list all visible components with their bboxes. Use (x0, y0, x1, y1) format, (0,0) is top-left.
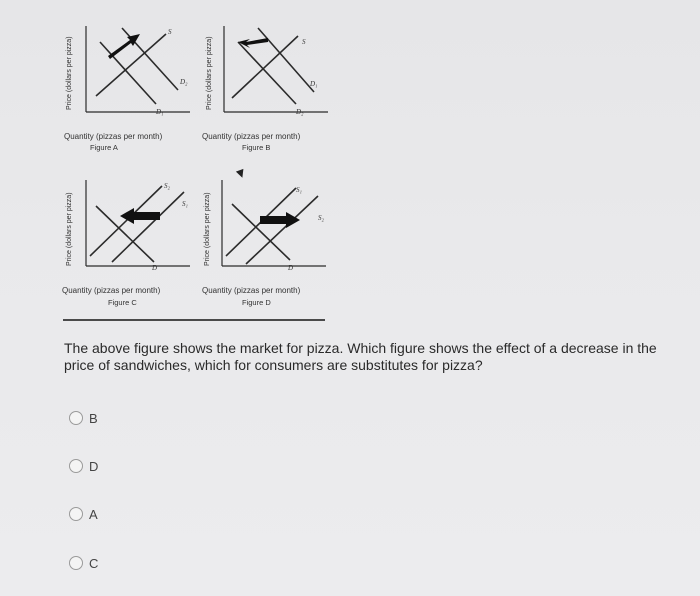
y-axis-label: Price (dollars per pizza) (206, 36, 213, 110)
radio-button[interactable] (69, 411, 83, 425)
option-label: C (89, 555, 99, 571)
option-a[interactable] (69, 505, 98, 523)
supply-label-2: S₂ (164, 182, 170, 190)
question-text: The above figure shows the market for pizza. Which figure shows the effect of a decrease in the price of sandwiches, which for consumers are substitutes for pizza? (64, 340, 657, 373)
supply-curve-2 (90, 186, 162, 256)
option-c[interactable] (69, 554, 98, 572)
demand-label-1: D₁ (310, 80, 318, 88)
figure-d (196, 176, 336, 307)
x-axis-label: Quantity (pizzas per month) (202, 132, 301, 141)
radio-button[interactable] (69, 556, 83, 570)
x-axis-label: Quantity (pizzas per month) (62, 286, 161, 295)
shift-arrow (260, 212, 300, 228)
demand-label-1: D₁ (156, 108, 164, 116)
option-b[interactable] (69, 409, 98, 427)
figure-b-graph (198, 22, 338, 132)
figure-a-graph (60, 22, 200, 132)
option-label: D (89, 458, 99, 474)
option-label: A (89, 506, 98, 522)
divider (63, 319, 325, 321)
y-axis-label: Price (dollars per pizza) (204, 192, 211, 266)
demand-label: D (152, 264, 158, 272)
supply-label: S (302, 38, 306, 46)
figure-c (60, 176, 200, 307)
supply-curve-1 (112, 192, 184, 262)
demand-label: D (288, 264, 294, 272)
supply-label-2: S₂ (318, 214, 324, 222)
demand-curve-1 (258, 28, 314, 92)
y-axis-label: Price (dollars per pizza) (66, 192, 73, 266)
demand-curve (232, 204, 290, 260)
radio-button[interactable] (69, 507, 83, 521)
figure-d-graph (196, 176, 336, 286)
figure-caption: Figure B (242, 143, 271, 152)
figure-caption: Figure A (90, 143, 118, 152)
radio-button[interactable] (69, 459, 83, 473)
option-label: B (89, 410, 98, 426)
figure-caption: Figure C (108, 298, 137, 307)
supply-label-1: S₁ (296, 186, 302, 194)
figure-b (198, 22, 338, 152)
figure-caption: Figure D (242, 298, 271, 307)
demand-label-2: D₂ (180, 78, 188, 86)
supply-label: S (168, 28, 172, 36)
demand-label-2: D₂ (296, 108, 304, 116)
y-axis-label: Price (dollars per pizza) (66, 36, 73, 110)
x-axis-label: Quantity (pizzas per month) (202, 286, 301, 295)
demand-curve-2 (238, 42, 296, 104)
supply-label-1: S₁ (182, 200, 188, 208)
x-axis-label: Quantity (pizzas per month) (64, 132, 163, 141)
figure-c-graph (60, 176, 200, 286)
figure-a (60, 22, 200, 152)
supply-curve-2 (246, 196, 318, 264)
shift-arrow (108, 34, 140, 59)
option-d[interactable] (69, 457, 98, 475)
